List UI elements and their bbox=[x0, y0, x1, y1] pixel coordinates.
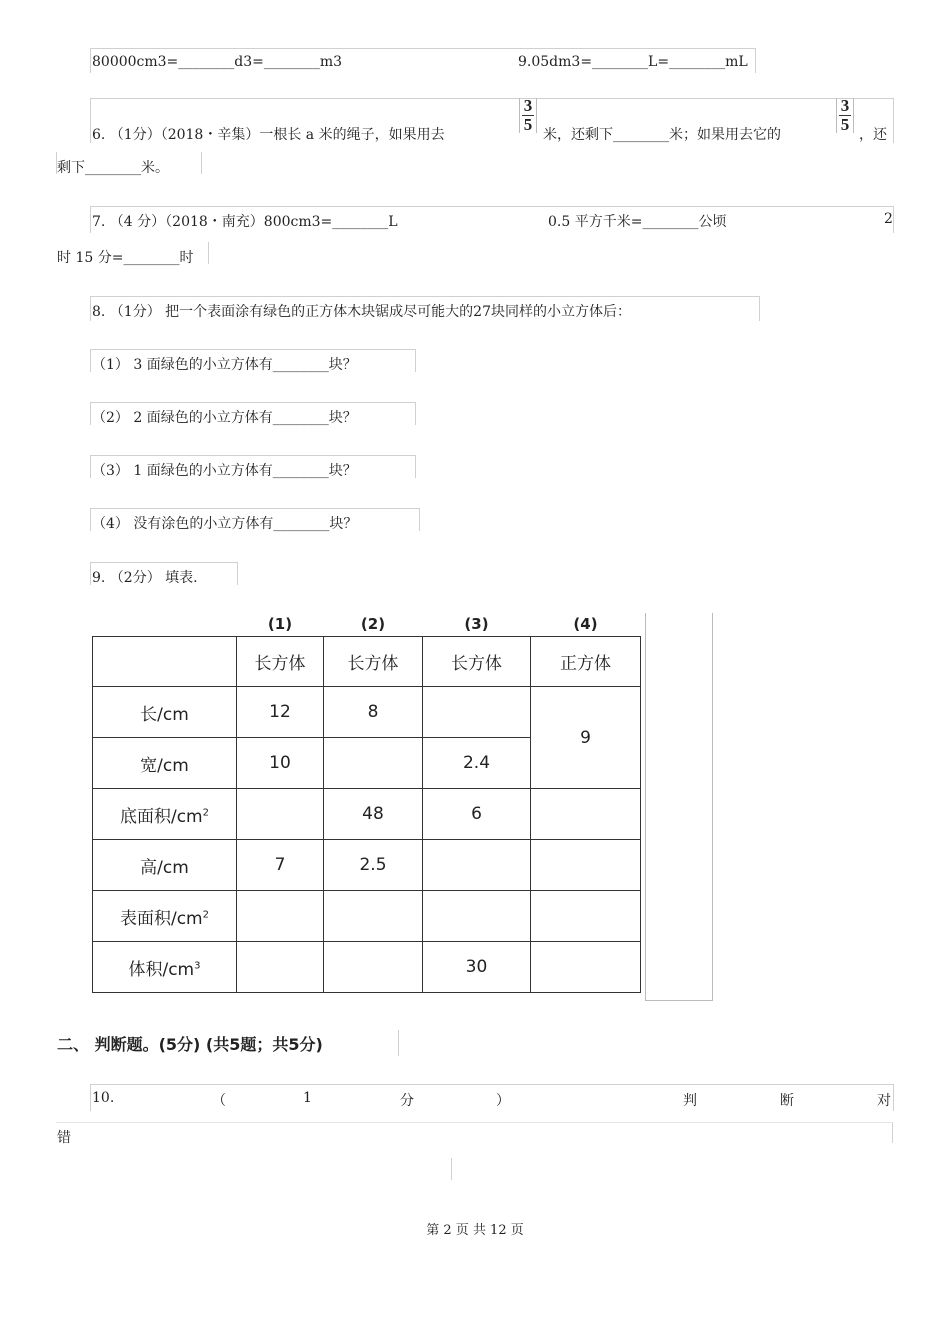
row-label-base-area bbox=[93, 789, 237, 840]
col-number-3: (3) bbox=[423, 612, 531, 637]
volume-2 bbox=[324, 942, 423, 993]
q7-part3: 2 bbox=[884, 211, 893, 227]
section2-title: 二、 判断题。(5分) (共5题；共5分) bbox=[57, 1035, 323, 1054]
q10-frame bbox=[90, 1084, 894, 1111]
q7-part2: 0.5 平方千米=________公顷 bbox=[548, 214, 727, 230]
q5-right-text: 9.05dm3=________L=________mL bbox=[518, 54, 748, 70]
length-1: 12 bbox=[237, 687, 324, 738]
table-row-height bbox=[93, 840, 641, 891]
shape-3: 长方体 bbox=[423, 637, 531, 687]
q10-line2: 错 bbox=[57, 1130, 71, 1146]
base-area-1 bbox=[237, 789, 324, 840]
surface-3 bbox=[423, 891, 531, 942]
col-number-2: (2) bbox=[324, 612, 423, 637]
q8-sub3: （3） 1 面绿色的小立方体有________块？ bbox=[92, 463, 357, 479]
table-row-surface bbox=[93, 891, 641, 942]
row-label-height: 高/cm bbox=[93, 840, 237, 891]
width-3: 2.4 bbox=[423, 738, 531, 789]
q10-p6: 断 bbox=[780, 1093, 794, 1109]
table-number-row bbox=[93, 612, 641, 637]
height-2: 2.5 bbox=[324, 840, 423, 891]
table-row-length bbox=[93, 687, 641, 738]
volume-3: 30 bbox=[423, 942, 531, 993]
q6-frac1-numerator: 3 bbox=[523, 96, 533, 115]
row-label-surface-text: 表面积/cm bbox=[119, 908, 203, 929]
row-label-surface bbox=[93, 891, 237, 942]
q10-p5: 判 bbox=[683, 1093, 697, 1109]
height-4 bbox=[531, 840, 641, 891]
q8-sub4: （4） 没有涂色的小立方体有________块？ bbox=[92, 516, 358, 532]
table-corner bbox=[93, 637, 237, 687]
height-1: 7 bbox=[237, 840, 324, 891]
q6-fraction-1 bbox=[519, 98, 537, 133]
volume-4 bbox=[531, 942, 641, 993]
q10-divider bbox=[451, 1158, 452, 1180]
height-3 bbox=[423, 840, 531, 891]
table-shape-row bbox=[93, 637, 641, 687]
base-area-3: 6 bbox=[423, 789, 531, 840]
q6-text-after: ，还 bbox=[859, 127, 887, 143]
length-2: 8 bbox=[324, 687, 423, 738]
base-area-4 bbox=[531, 789, 641, 840]
q6-frac1-denominator: 5 bbox=[523, 115, 533, 134]
q6-fraction-2 bbox=[836, 98, 854, 133]
fill-table bbox=[92, 612, 641, 993]
shape-1: 长方体 bbox=[237, 637, 324, 687]
q7-frame-line2 bbox=[56, 242, 209, 264]
length-3 bbox=[423, 687, 531, 738]
q5-left-text: 80000cm3=________d3=________m3 bbox=[92, 54, 343, 70]
row-label-width: 宽/cm bbox=[93, 738, 237, 789]
table-side-frame bbox=[645, 613, 713, 1001]
q6-text-before: 6. （1分）（2018・辛集）一根长 a 米的绳子，如果用去 bbox=[92, 127, 445, 143]
base-area-2: 48 bbox=[324, 789, 423, 840]
row-label-volume-text: 体积/cm bbox=[128, 959, 195, 980]
width-1: 10 bbox=[237, 738, 324, 789]
q10-p2: 1 bbox=[303, 1090, 312, 1106]
row-label-length: 长/cm bbox=[93, 687, 237, 738]
surface-1 bbox=[237, 891, 324, 942]
table-corner-top bbox=[93, 612, 237, 637]
q10-num: 10. bbox=[92, 1090, 115, 1106]
surface-4 bbox=[531, 891, 641, 942]
q6-text-mid: 米，还剩下________米；如果用去它的 bbox=[543, 127, 781, 143]
q8-stem: 8. （1分） 把一个表面涂有绿色的正方体木块锯成尽可能大的27块同样的小立方体后： bbox=[92, 304, 631, 320]
q6-frac2-numerator: 3 bbox=[840, 96, 850, 115]
q10-p7: 对 bbox=[877, 1093, 891, 1109]
q10-p4: ） bbox=[496, 1093, 510, 1109]
surface-2 bbox=[324, 891, 423, 942]
width-2 bbox=[324, 738, 423, 789]
q6-line2: 剩下________米。 bbox=[57, 160, 169, 176]
sup-2-surface: 2 bbox=[202, 908, 209, 920]
table-row-volume bbox=[93, 942, 641, 993]
volume-1 bbox=[237, 942, 324, 993]
q7-part1: 7. （4 分）（2018・南充）800cm3=________L bbox=[92, 214, 398, 230]
sup-2-base: 2 bbox=[202, 806, 209, 818]
sup-3-volume: 3 bbox=[194, 959, 201, 971]
shape-4: 正方体 bbox=[531, 637, 641, 687]
col-number-1: (1) bbox=[237, 612, 324, 637]
q8-sub2: （2） 2 面绿色的小立方体有________块？ bbox=[92, 410, 357, 426]
shape-2: 长方体 bbox=[324, 637, 423, 687]
q10-p1: （ bbox=[212, 1093, 226, 1109]
q10-frame-line2 bbox=[56, 1122, 893, 1143]
cube-edge-cell: 9 bbox=[531, 687, 641, 789]
page-footer: 第 2 页 共 12 页 bbox=[426, 1223, 524, 1238]
q8-sub1: （1） 3 面绿色的小立方体有________块？ bbox=[92, 357, 357, 373]
q9-stem: 9. （2分） 填表. bbox=[92, 570, 198, 586]
row-label-volume bbox=[93, 942, 237, 993]
row-label-base-area-text: 底面积/cm bbox=[119, 806, 203, 827]
q7-line2: 时 15 分=________时 bbox=[57, 250, 194, 266]
q10-p3: 分 bbox=[400, 1093, 414, 1109]
table-row-base-area bbox=[93, 789, 641, 840]
col-number-4: (4) bbox=[531, 612, 641, 637]
q6-frac2-denominator: 5 bbox=[840, 115, 850, 134]
